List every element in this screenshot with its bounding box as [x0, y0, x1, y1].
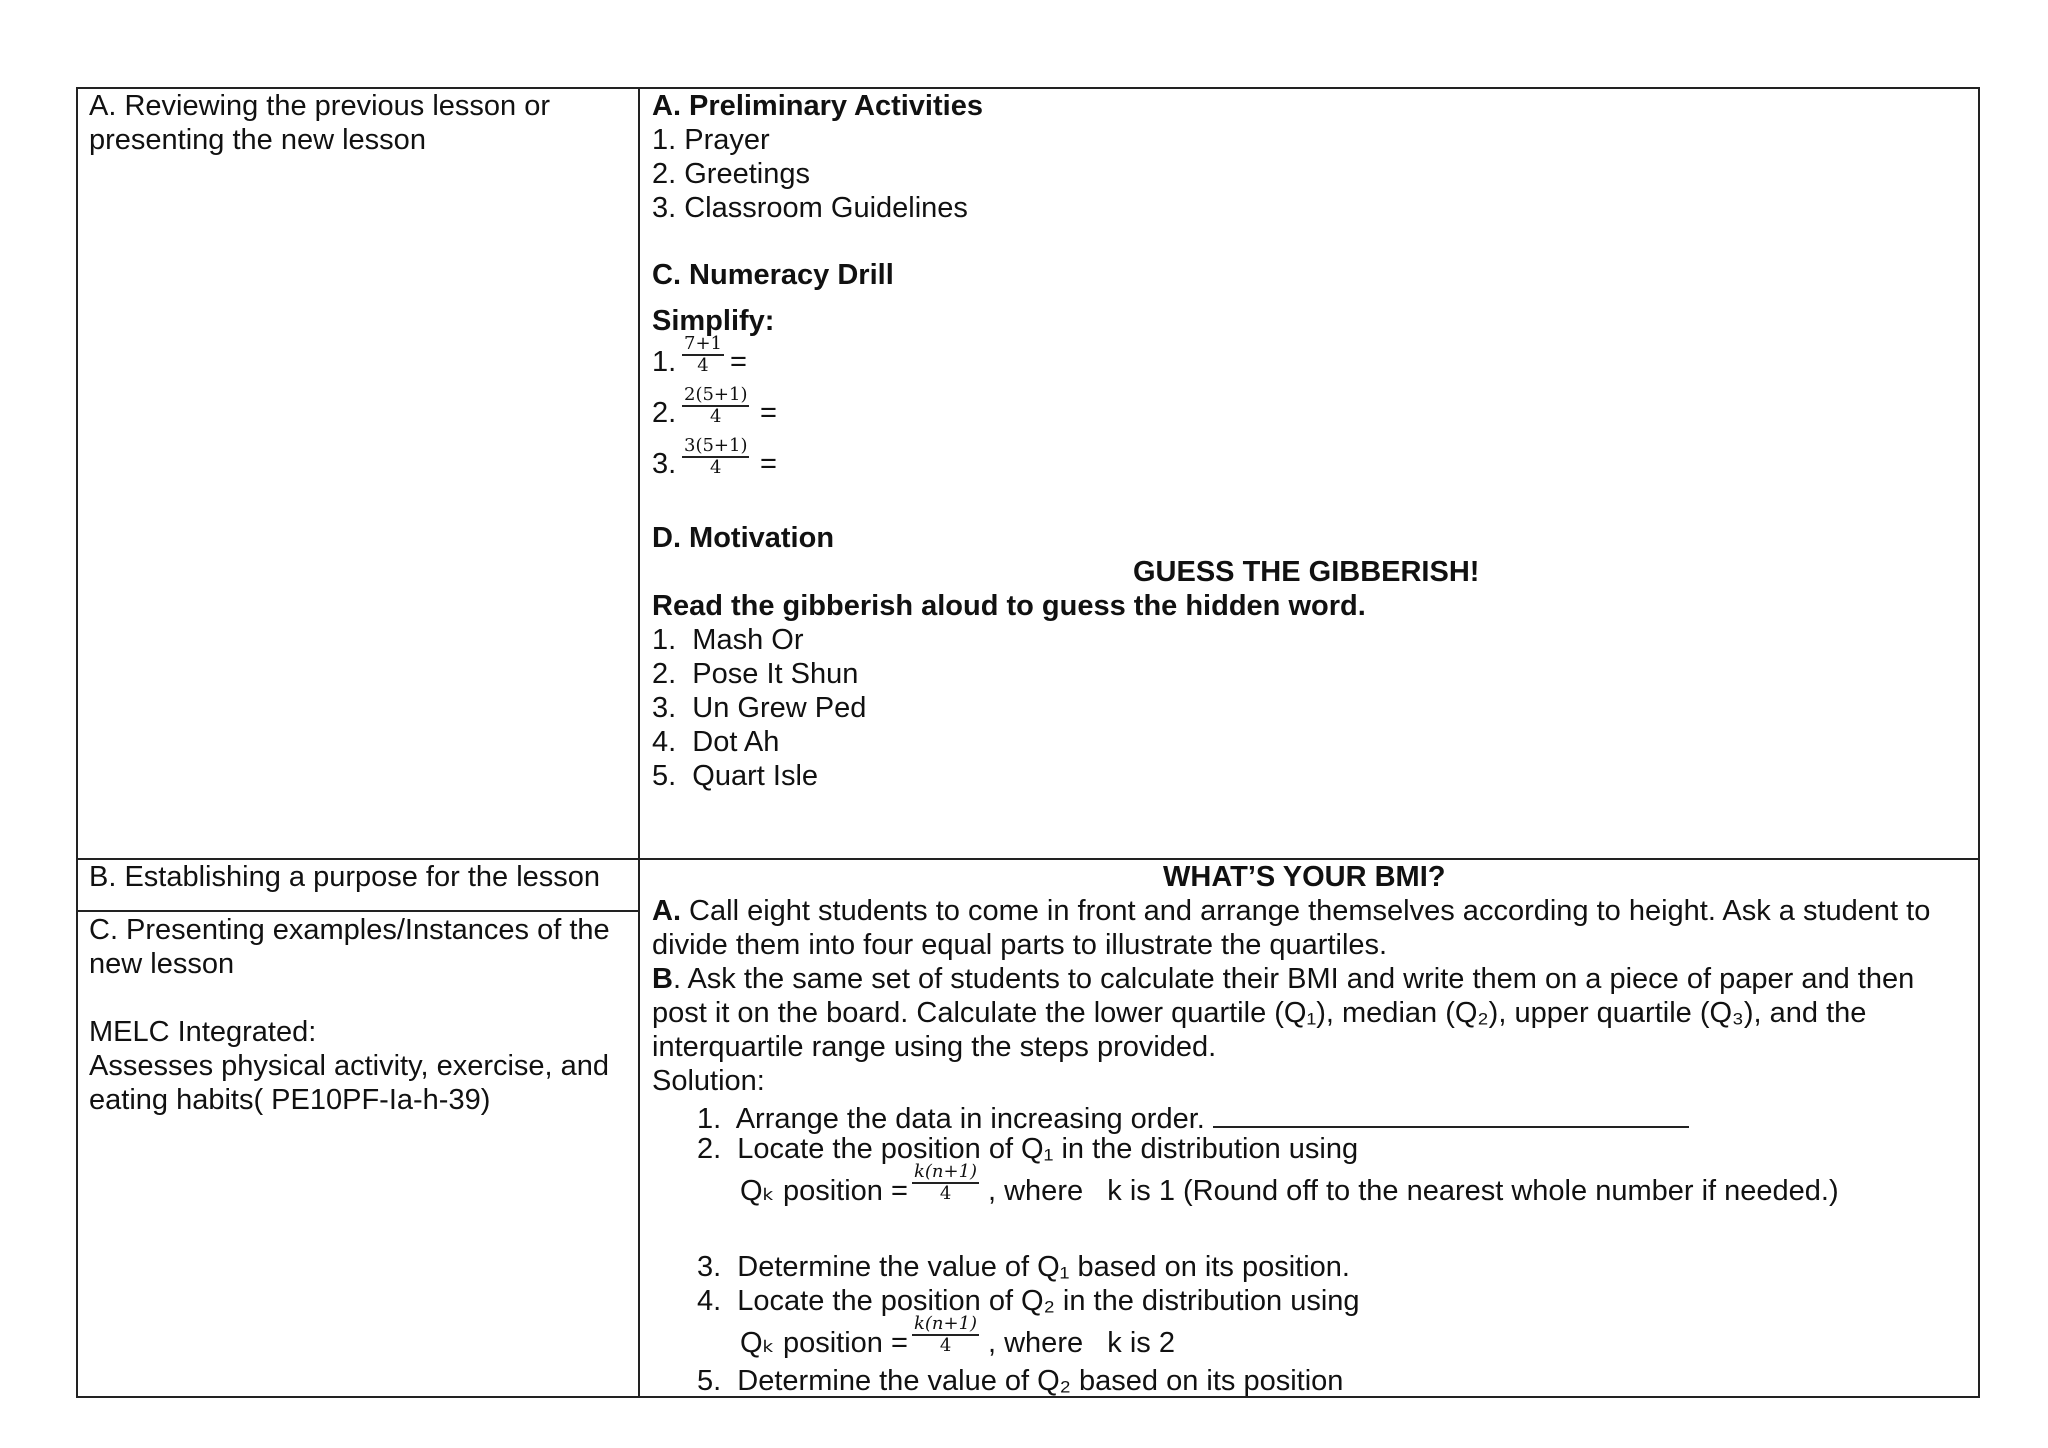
formula-numerator: k(n+1)	[914, 1313, 978, 1334]
melc-line1: Assesses physical activity, exercise, and	[89, 1050, 610, 1082]
fraction-numerator: 7+1	[684, 333, 722, 354]
bmi-a-label: A.	[652, 895, 681, 927]
step-1	[697, 1098, 1689, 1136]
fraction-denominator: 4	[697, 355, 709, 376]
bmi-b-text: . Ask the same set of students to calculate their BMI and write them on a piece of paper and then	[672, 963, 1915, 995]
row-divider-left	[76, 910, 640, 912]
row-b-label: B. Establishing a purpose for the lesson	[89, 861, 601, 893]
drill-number: 1.	[652, 346, 677, 378]
row-a-label-line2: presenting the new lesson	[89, 124, 426, 156]
step-5: 5. Determine the value of Q₂ based on its position	[697, 1365, 1344, 1397]
formula-denominator: 4	[939, 1183, 952, 1204]
step-2-formula-rhs: , where k is 1 (Round off to the nearest whole number if needed.)	[988, 1175, 1839, 1207]
fraction-numerator: 3(5+1)	[684, 435, 748, 456]
step-3: 3. Determine the value of Q₁ based on its position.	[697, 1251, 1350, 1283]
bmi-a-line2: divide them into four equal parts to illustrate the quartiles.	[652, 929, 1388, 961]
position-formula-fraction	[912, 1162, 979, 1204]
gibberish-item: 3. Un Grew Ped	[652, 692, 867, 724]
formula-numerator: k(n+1)	[914, 1161, 978, 1182]
fraction-numerator: 2(5+1)	[684, 384, 748, 405]
gibberish-item: 1. Mash Or	[652, 624, 804, 656]
step-4-formula-lhs: Qₖ position =	[740, 1327, 916, 1359]
drill-equals: =	[730, 346, 747, 378]
formula-denominator: 4	[939, 1335, 952, 1356]
row-c-label-line2: new lesson	[89, 948, 235, 980]
bmi-a-line1	[652, 894, 1930, 928]
preliminary-title: A. Preliminary Activities	[652, 90, 983, 122]
drill-number: 3.	[652, 448, 677, 480]
bmi-b-line1	[652, 962, 1914, 996]
fraction-denominator: 4	[710, 406, 722, 427]
position-formula-fraction	[912, 1314, 979, 1356]
preliminary-item: 2. Greetings	[652, 158, 810, 190]
bmi-title: WHAT’S YOUR BMI?	[1163, 861, 1446, 893]
drill-equals: =	[760, 448, 777, 480]
row-c-label-line1: C. Presenting examples/Instances of the	[89, 914, 610, 946]
column-divider	[638, 87, 640, 1398]
numeracy-title: C. Numeracy Drill	[652, 259, 894, 291]
step-2: 2. Locate the position of Q₁ in the distribution using	[697, 1133, 1359, 1165]
melc-line2: eating habits( PE10PF-Ia-h-39)	[89, 1084, 491, 1116]
motivation-title: D. Motivation	[652, 522, 835, 554]
bmi-b-label: B	[652, 963, 673, 995]
drill-fraction	[682, 385, 749, 427]
step-4: 4. Locate the position of Q₂ in the distribution using	[697, 1285, 1360, 1317]
melc-title: MELC Integrated:	[89, 1016, 317, 1048]
step-4-formula-rhs: , where k is 2	[988, 1327, 1175, 1359]
gibberish-item: 2. Pose It Shun	[652, 658, 859, 690]
preliminary-item: 3. Classroom Guidelines	[652, 192, 968, 224]
game-title: GUESS THE GIBBERISH!	[1133, 556, 1480, 588]
drill-equals: =	[760, 397, 777, 429]
bmi-b-line2: post it on the board. Calculate the lower quartile (Q₁), median (Q₂), upper quartile (Q₃), and the	[652, 997, 1867, 1029]
step-1-text: 1. Arrange the data in increasing order.	[697, 1103, 1205, 1135]
answer-blank	[1213, 1098, 1689, 1128]
row-a-label-line1: A. Reviewing the previous lesson or	[89, 90, 551, 122]
drill-fraction	[682, 436, 749, 478]
step-2-formula-lhs: Qₖ position =	[740, 1175, 916, 1207]
gibberish-item: 5. Quart Isle	[652, 760, 819, 792]
game-instruction: Read the gibberish aloud to guess the hidden word.	[652, 590, 1366, 622]
bmi-a-text: Call eight students to come in front and arrange themselves according to height. Ask a student to	[681, 895, 1931, 927]
fraction-denominator: 4	[710, 457, 722, 478]
solution-label: Solution:	[652, 1065, 765, 1097]
bmi-b-line3: interquartile range using the steps provided.	[652, 1031, 1217, 1063]
simplify-label: Simplify:	[652, 305, 775, 337]
drill-number: 2.	[652, 397, 677, 429]
drill-fraction	[682, 334, 724, 376]
preliminary-item: 1. Prayer	[652, 124, 770, 156]
gibberish-item: 4. Dot Ah	[652, 726, 780, 758]
